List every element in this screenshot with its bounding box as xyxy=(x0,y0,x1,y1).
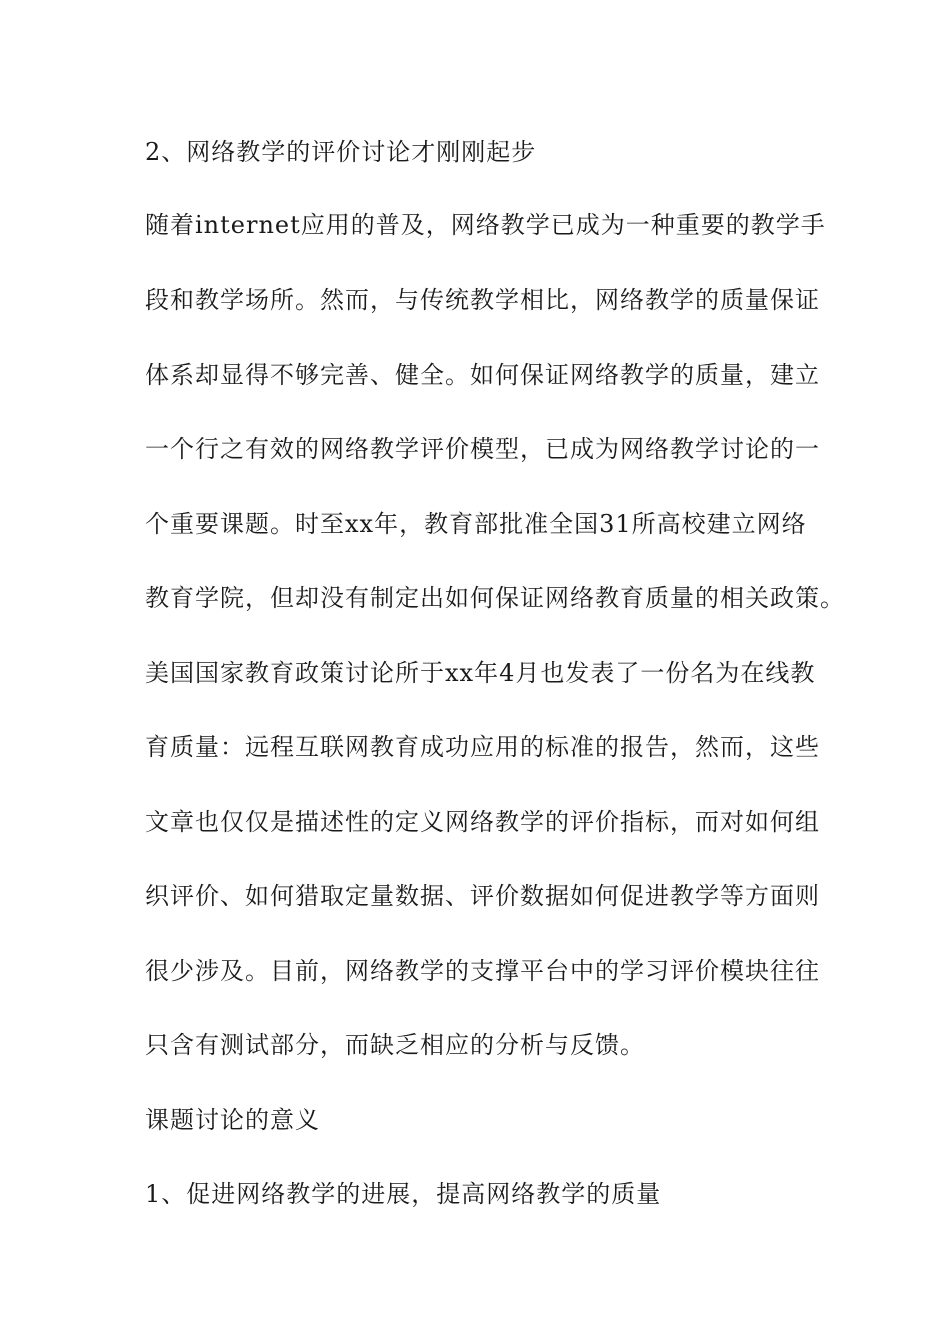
paragraph-line: 育质量：远程互联网教育成功应用的标准的报告，然而，这些 xyxy=(145,733,820,761)
paragraph-line: 随着internet应用的普及，网络教学已成为一种重要的教学手 xyxy=(145,211,826,239)
paragraph-line: 美国国家教育政策讨论所于xx年4月也发表了一份名为在线教 xyxy=(145,659,816,687)
paragraph-line: 很少涉及。目前，网络教学的支撑平台中的学习评价模块往往 xyxy=(145,957,820,985)
paragraph-line: 一个行之有效的网络教学评价模型，已成为网络教学讨论的一 xyxy=(145,435,820,463)
paragraph-line: 段和教学场所。然而，与传统教学相比，网络教学的质量保证 xyxy=(145,286,820,314)
paragraph-line: 只含有测试部分，而缺乏相应的分析与反馈。 xyxy=(145,1031,645,1059)
paragraph-line: 教育学院，但却没有制定出如何保证网络教育质量的相关政策。 xyxy=(145,584,845,612)
section-heading: 2、网络教学的评价讨论才刚刚起步 xyxy=(145,138,537,166)
section-heading: 1、促进网络教学的进展，提高网络教学的质量 xyxy=(145,1180,662,1208)
paragraph-line: 织评价、如何猎取定量数据、评价数据如何促进教学等方面则 xyxy=(145,882,820,910)
section-heading: 课题讨论的意义 xyxy=(145,1106,320,1134)
paragraph-line: 个重要课题。时至xx年，教育部批准全国31所高校建立网络 xyxy=(145,510,807,538)
paragraph-line: 文章也仅仅是描述性的定义网络教学的评价指标，而对如何组 xyxy=(145,808,820,836)
paragraph-line: 体系却显得不够完善、健全。如何保证网络教学的质量，建立 xyxy=(145,361,820,389)
